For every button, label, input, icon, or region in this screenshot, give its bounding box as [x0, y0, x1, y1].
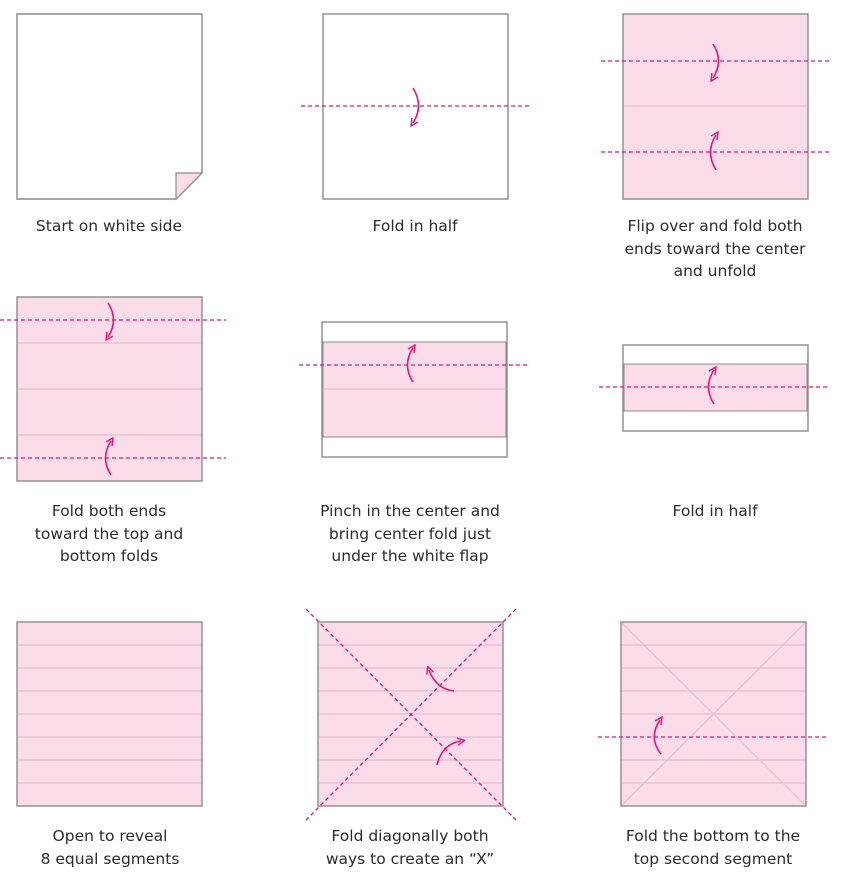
step-2-figure [301, 14, 530, 199]
caption-line: Fold both ends [51, 502, 167, 520]
corner-curl-icon [176, 173, 202, 199]
caption-line: Flip over and fold both [627, 217, 803, 235]
caption-line: Fold the bottom to the [625, 827, 801, 845]
step-8-caption [280, 825, 540, 870]
caption-line: under the white flap [331, 547, 489, 565]
step-1-caption [0, 215, 239, 238]
step-3-figure [601, 14, 830, 199]
caption-line: top second segment [633, 849, 793, 868]
step-9-caption [583, 825, 843, 870]
caption-line: bring center fold just [328, 524, 492, 543]
caption-line: 8 equal segments [40, 849, 180, 868]
caption-line: ways to create an “X” [325, 849, 495, 868]
caption-line: and unfold [673, 262, 757, 280]
caption-line: ends toward the center [624, 239, 806, 258]
caption-line: Fold in half [672, 502, 758, 520]
step-1-figure [17, 14, 202, 199]
caption-line: Fold in half [372, 217, 458, 235]
caption-line: Start on white side [35, 217, 183, 235]
step-9-figure [598, 622, 828, 806]
step-4-caption [0, 500, 239, 568]
paper-square [17, 14, 202, 199]
caption-line: Pinch in the center and [320, 502, 500, 520]
step-6-figure [599, 345, 827, 431]
step-8-figure [306, 609, 516, 820]
caption-line: toward the top and [34, 524, 184, 543]
step-5-caption [280, 500, 540, 568]
caption-line: bottom folds [59, 547, 159, 565]
step-6-caption [585, 500, 845, 523]
caption-line: Fold diagonally both [331, 827, 489, 845]
step-7-caption [0, 825, 240, 870]
step-5-figure [299, 322, 527, 457]
caption-line: Open to reveal [52, 827, 168, 845]
step-4-figure [0, 297, 226, 481]
step-2-caption [285, 215, 545, 238]
step-7-figure [17, 622, 202, 806]
step-3-caption [585, 215, 845, 283]
